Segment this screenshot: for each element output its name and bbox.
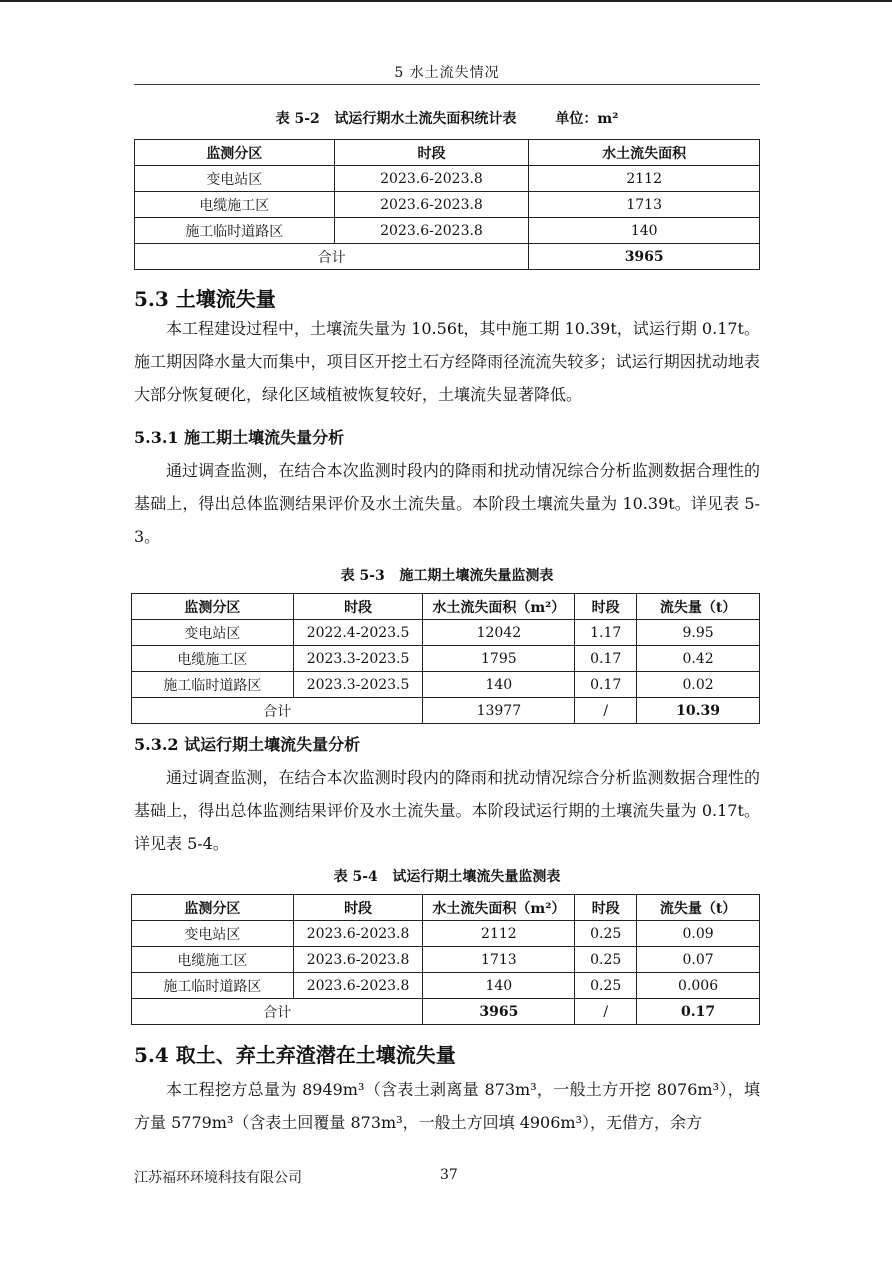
- table-cell: 0.006: [637, 973, 760, 999]
- column-header: 时段: [575, 594, 637, 620]
- table-cell: 140: [423, 973, 575, 999]
- table-row: [132, 921, 760, 947]
- total-label: 合计: [132, 698, 423, 724]
- column-header: 时段: [293, 895, 423, 921]
- total-period: /: [575, 999, 637, 1025]
- table-row: [135, 166, 760, 192]
- table-cell: 0.25: [575, 921, 637, 947]
- column-header: 流失量（t）: [637, 594, 760, 620]
- section-heading-5-4: 5.4 取土、弃土弃渣潜在土壤流失量: [134, 1043, 456, 1067]
- section-heading-5-3-1: 5.3.1 施工期土壤流失量分析: [134, 428, 345, 447]
- top-border: [0, 0, 892, 2]
- table-header-row: [135, 140, 760, 166]
- table-cell: 1713: [423, 947, 575, 973]
- table-5-3-caption: 表 5-3 施工期土壤流失量监测表: [340, 568, 554, 584]
- table-cell: 施工临时道路区: [132, 973, 294, 999]
- table-cell: 1795: [423, 646, 575, 672]
- table-cell: 变电站区: [132, 921, 294, 947]
- table-cell: 0.02: [637, 672, 760, 698]
- table-cell: 0.07: [637, 947, 760, 973]
- table-cell: 变电站区: [132, 620, 294, 646]
- table-cell: 140: [529, 218, 760, 244]
- column-header: 水土流失面积（m²）: [423, 895, 575, 921]
- table-row: [132, 973, 760, 999]
- table-cell: 0.17: [575, 672, 637, 698]
- paragraph: 本工程挖方总量为 8949m³（含表土剥离量 873m³，一般土方开挖 8076m³），填方量 5779m³（含表土回覆量 873m³，一般土方回填 4906m³），无借方，余方: [134, 1080, 760, 1132]
- table-total-row: [132, 999, 760, 1025]
- table-cell: 施工临时道路区: [135, 218, 335, 244]
- table-header-row: [132, 895, 760, 921]
- table-cell: 0.42: [637, 646, 760, 672]
- column-header: 时段: [575, 895, 637, 921]
- table-cell: 2023.6-2023.8: [334, 166, 529, 192]
- footer-company: 江苏福环环境科技有限公司: [134, 1170, 302, 1186]
- table-cell: 施工临时道路区: [132, 672, 294, 698]
- table-cell: 1.17: [575, 620, 637, 646]
- table-cell: 2023.6-2023.8: [293, 947, 423, 973]
- table-row: [135, 218, 760, 244]
- page-number: 37: [440, 1167, 458, 1183]
- page-header: 5 水土流失情况: [394, 65, 500, 81]
- table-row: [132, 646, 760, 672]
- column-header: 时段: [293, 594, 423, 620]
- table-cell: 电缆施工区: [132, 947, 294, 973]
- table-cell: 0.17: [575, 646, 637, 672]
- table-5-4: [131, 894, 760, 1025]
- paragraph: 通过调查监测，在结合本次监测时段内的降雨和扰动情况综合分析监测数据合理性的基础上，得出总体监测结果评价及水土流失量。本阶段试运行期的土壤流失量为 0.17t。详见表 5-4。: [134, 768, 760, 853]
- paragraph: 通过调查监测，在结合本次监测时段内的降雨和扰动情况综合分析监测数据合理性的基础上，得出总体监测结果评价及水土流失量。本阶段土壤流失量为 10.39t。详见表 5-3。: [134, 461, 760, 546]
- table-row: [132, 947, 760, 973]
- total-area: 3965: [423, 999, 575, 1025]
- table-cell: 12042: [423, 620, 575, 646]
- total-area: 3965: [529, 244, 760, 270]
- column-header: 流失量（t）: [637, 895, 760, 921]
- table-5-2-caption: 表 5-2 试运行期水土流失面积统计表 单位：m²: [275, 111, 619, 127]
- table-total-row: [135, 244, 760, 270]
- table-5-3: [131, 593, 760, 724]
- total-area: 13977: [423, 698, 575, 724]
- section-heading-5-3: 5.3 土壤流失量: [134, 287, 276, 311]
- column-header: 水土流失面积（m²）: [423, 594, 575, 620]
- table-5-4-caption: 表 5-4 试运行期土壤流失量监测表: [333, 869, 561, 885]
- column-header: 水土流失面积: [529, 140, 760, 166]
- table-cell: 0.25: [575, 947, 637, 973]
- total-period: /: [575, 698, 637, 724]
- table-cell: 0.09: [637, 921, 760, 947]
- column-header: 监测分区: [132, 594, 294, 620]
- table-row: [135, 192, 760, 218]
- table-cell: 2023.3-2023.5: [293, 672, 423, 698]
- total-label: 合计: [132, 999, 423, 1025]
- total-loss: 10.39: [637, 698, 760, 724]
- table-cell: 2022.4-2023.5: [293, 620, 423, 646]
- table-row: [132, 620, 760, 646]
- total-label: 合计: [135, 244, 529, 270]
- header-rule: [134, 84, 760, 85]
- table-cell: 2112: [529, 166, 760, 192]
- table-cell: 2112: [423, 921, 575, 947]
- table-cell: 2023.6-2023.8: [293, 973, 423, 999]
- table-cell: 140: [423, 672, 575, 698]
- table-header-row: [132, 594, 760, 620]
- column-header: 监测分区: [135, 140, 335, 166]
- table-cell: 2023.6-2023.8: [334, 192, 529, 218]
- table-5-2: [134, 139, 760, 270]
- table-cell: 2023.6-2023.8: [293, 921, 423, 947]
- table-cell: 1713: [529, 192, 760, 218]
- table-total-row: [132, 698, 760, 724]
- table-cell: 2023.6-2023.8: [334, 218, 529, 244]
- paragraph: 本工程建设过程中，土壤流失量为 10.56t，其中施工期 10.39t，试运行期 0.17t。施工期因降水量大而集中，项目区开挖土石方经降雨径流流失较多；试运行期因扰动地表大部分恢复硬化，绿化区域植被恢复较好，土壤流失显著降低。: [134, 319, 760, 404]
- table-cell: 9.95: [637, 620, 760, 646]
- table-cell: 变电站区: [135, 166, 335, 192]
- table-cell: 2023.3-2023.5: [293, 646, 423, 672]
- total-loss: 0.17: [637, 999, 760, 1025]
- table-row: [132, 672, 760, 698]
- column-header: 监测分区: [132, 895, 294, 921]
- section-heading-5-3-2: 5.3.2 试运行期土壤流失量分析: [134, 735, 361, 754]
- table-cell: 电缆施工区: [132, 646, 294, 672]
- table-cell: 0.25: [575, 973, 637, 999]
- column-header: 时段: [334, 140, 529, 166]
- table-cell: 电缆施工区: [135, 192, 335, 218]
